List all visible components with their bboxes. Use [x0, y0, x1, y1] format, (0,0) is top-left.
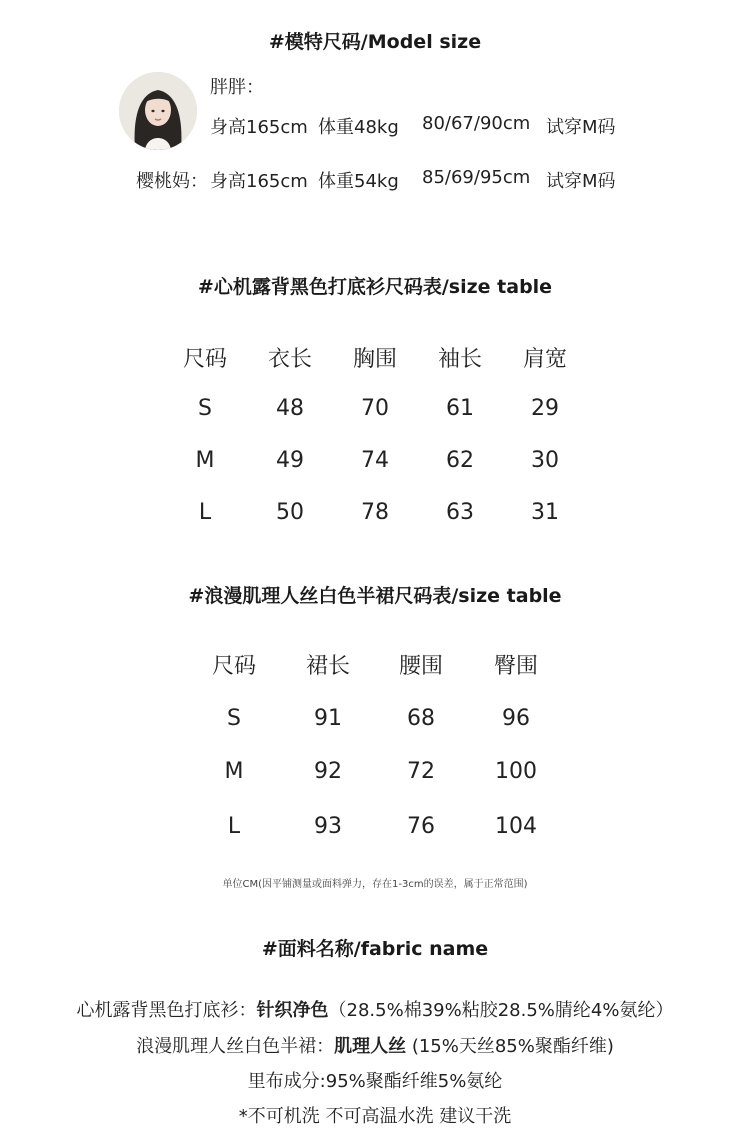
- model2-try-size: 试穿M码: [546, 171, 616, 192]
- table-cell: 96: [502, 706, 530, 731]
- model1-height: 身高165cm: [210, 117, 308, 138]
- fabric-line-skirt-prefix: 浪漫肌理人丝白色半裙：: [136, 1036, 335, 1057]
- table-cell: 76: [407, 814, 435, 839]
- model2-weight: 体重54kg: [318, 171, 399, 192]
- model2-height: 身高165cm: [210, 171, 308, 192]
- table-cell: 72: [407, 759, 435, 784]
- table-cell: M: [195, 448, 215, 473]
- fabric-heading: #面料名称/fabric name: [261, 938, 489, 960]
- table-header-cell: 裙长: [305, 654, 350, 679]
- table-cell: 48: [276, 396, 304, 421]
- table-cell: 30: [531, 448, 559, 473]
- table-cell: S: [198, 396, 212, 421]
- fabric-line-top-material: 针织净色: [256, 1000, 329, 1021]
- fabric-line-skirt-material: 肌理人丝: [334, 1036, 407, 1057]
- measurement-note: 单位CM(因平铺测量或面料弹力，存在1-3cm的误差，属于正常范围): [222, 879, 528, 890]
- table-cell: S: [227, 706, 241, 731]
- table-cell: 50: [276, 500, 304, 525]
- table-cell: 100: [495, 759, 537, 784]
- skirt-size-table-heading: #浪漫肌理人丝白色半裙尺码表/size table: [188, 585, 562, 607]
- table-header-cell: 袖长: [437, 347, 482, 372]
- table-cell: 91: [314, 706, 342, 731]
- fabric-line-skirt: [0, 1032, 750, 1058]
- model2-name: 樱桃妈：: [136, 171, 208, 192]
- table-cell: 61: [446, 396, 474, 421]
- table-cell: L: [198, 500, 212, 525]
- model1-weight: 体重48kg: [318, 117, 399, 138]
- top-size-table-heading: #心机露背黑色打底衫尺码表/size table: [197, 276, 553, 298]
- model-size-heading: #模特尺码/Model size: [268, 31, 482, 53]
- table-header-cell: 肩宽: [522, 347, 567, 372]
- lining-composition: 里布成分:95%聚酯纤维5%氨纶: [247, 1071, 503, 1092]
- table-cell: 63: [446, 500, 474, 525]
- table-cell: L: [227, 814, 241, 839]
- table-cell: 78: [361, 500, 389, 525]
- model-avatar-image: [119, 72, 197, 150]
- model2-measurements: 85/69/95cm: [422, 167, 531, 188]
- table-header-cell: 衣长: [267, 347, 312, 372]
- table-cell: 62: [446, 448, 474, 473]
- table-cell: 68: [407, 706, 435, 731]
- table-cell: 92: [314, 759, 342, 784]
- fabric-line-top-prefix: 心机露背黑色打底衫：: [76, 1000, 257, 1021]
- table-header-cell: 腰围: [398, 654, 443, 679]
- table-cell: 104: [495, 814, 537, 839]
- table-header-cell: 尺码: [182, 347, 227, 372]
- fabric-line-top-composition: （28.5%棉39%粘胶28.5%腈纶4%氨纶）: [328, 1000, 674, 1021]
- table-header-cell: 胸围: [352, 347, 397, 372]
- table-cell: 74: [361, 448, 389, 473]
- care-instructions: *不可机洗 不可高温水洗 建议干洗: [238, 1106, 512, 1127]
- table-cell: 70: [361, 396, 389, 421]
- fabric-line-skirt-composition: (15%天丝85%聚酯纤维): [406, 1036, 614, 1057]
- table-cell: M: [224, 759, 244, 784]
- model1-measurements: 80/67/90cm: [422, 113, 531, 134]
- table-cell: 31: [531, 500, 559, 525]
- model-avatar: [119, 72, 197, 150]
- table-header-cell: 臀围: [493, 654, 538, 679]
- model1-try-size: 试穿M码: [546, 117, 616, 138]
- table-cell: 93: [314, 814, 342, 839]
- table-cell: 49: [276, 448, 304, 473]
- table-cell: 29: [531, 396, 559, 421]
- model1-name: 胖胖：: [210, 77, 264, 98]
- fabric-line-top: [0, 996, 750, 1022]
- table-header-cell: 尺码: [211, 654, 256, 679]
